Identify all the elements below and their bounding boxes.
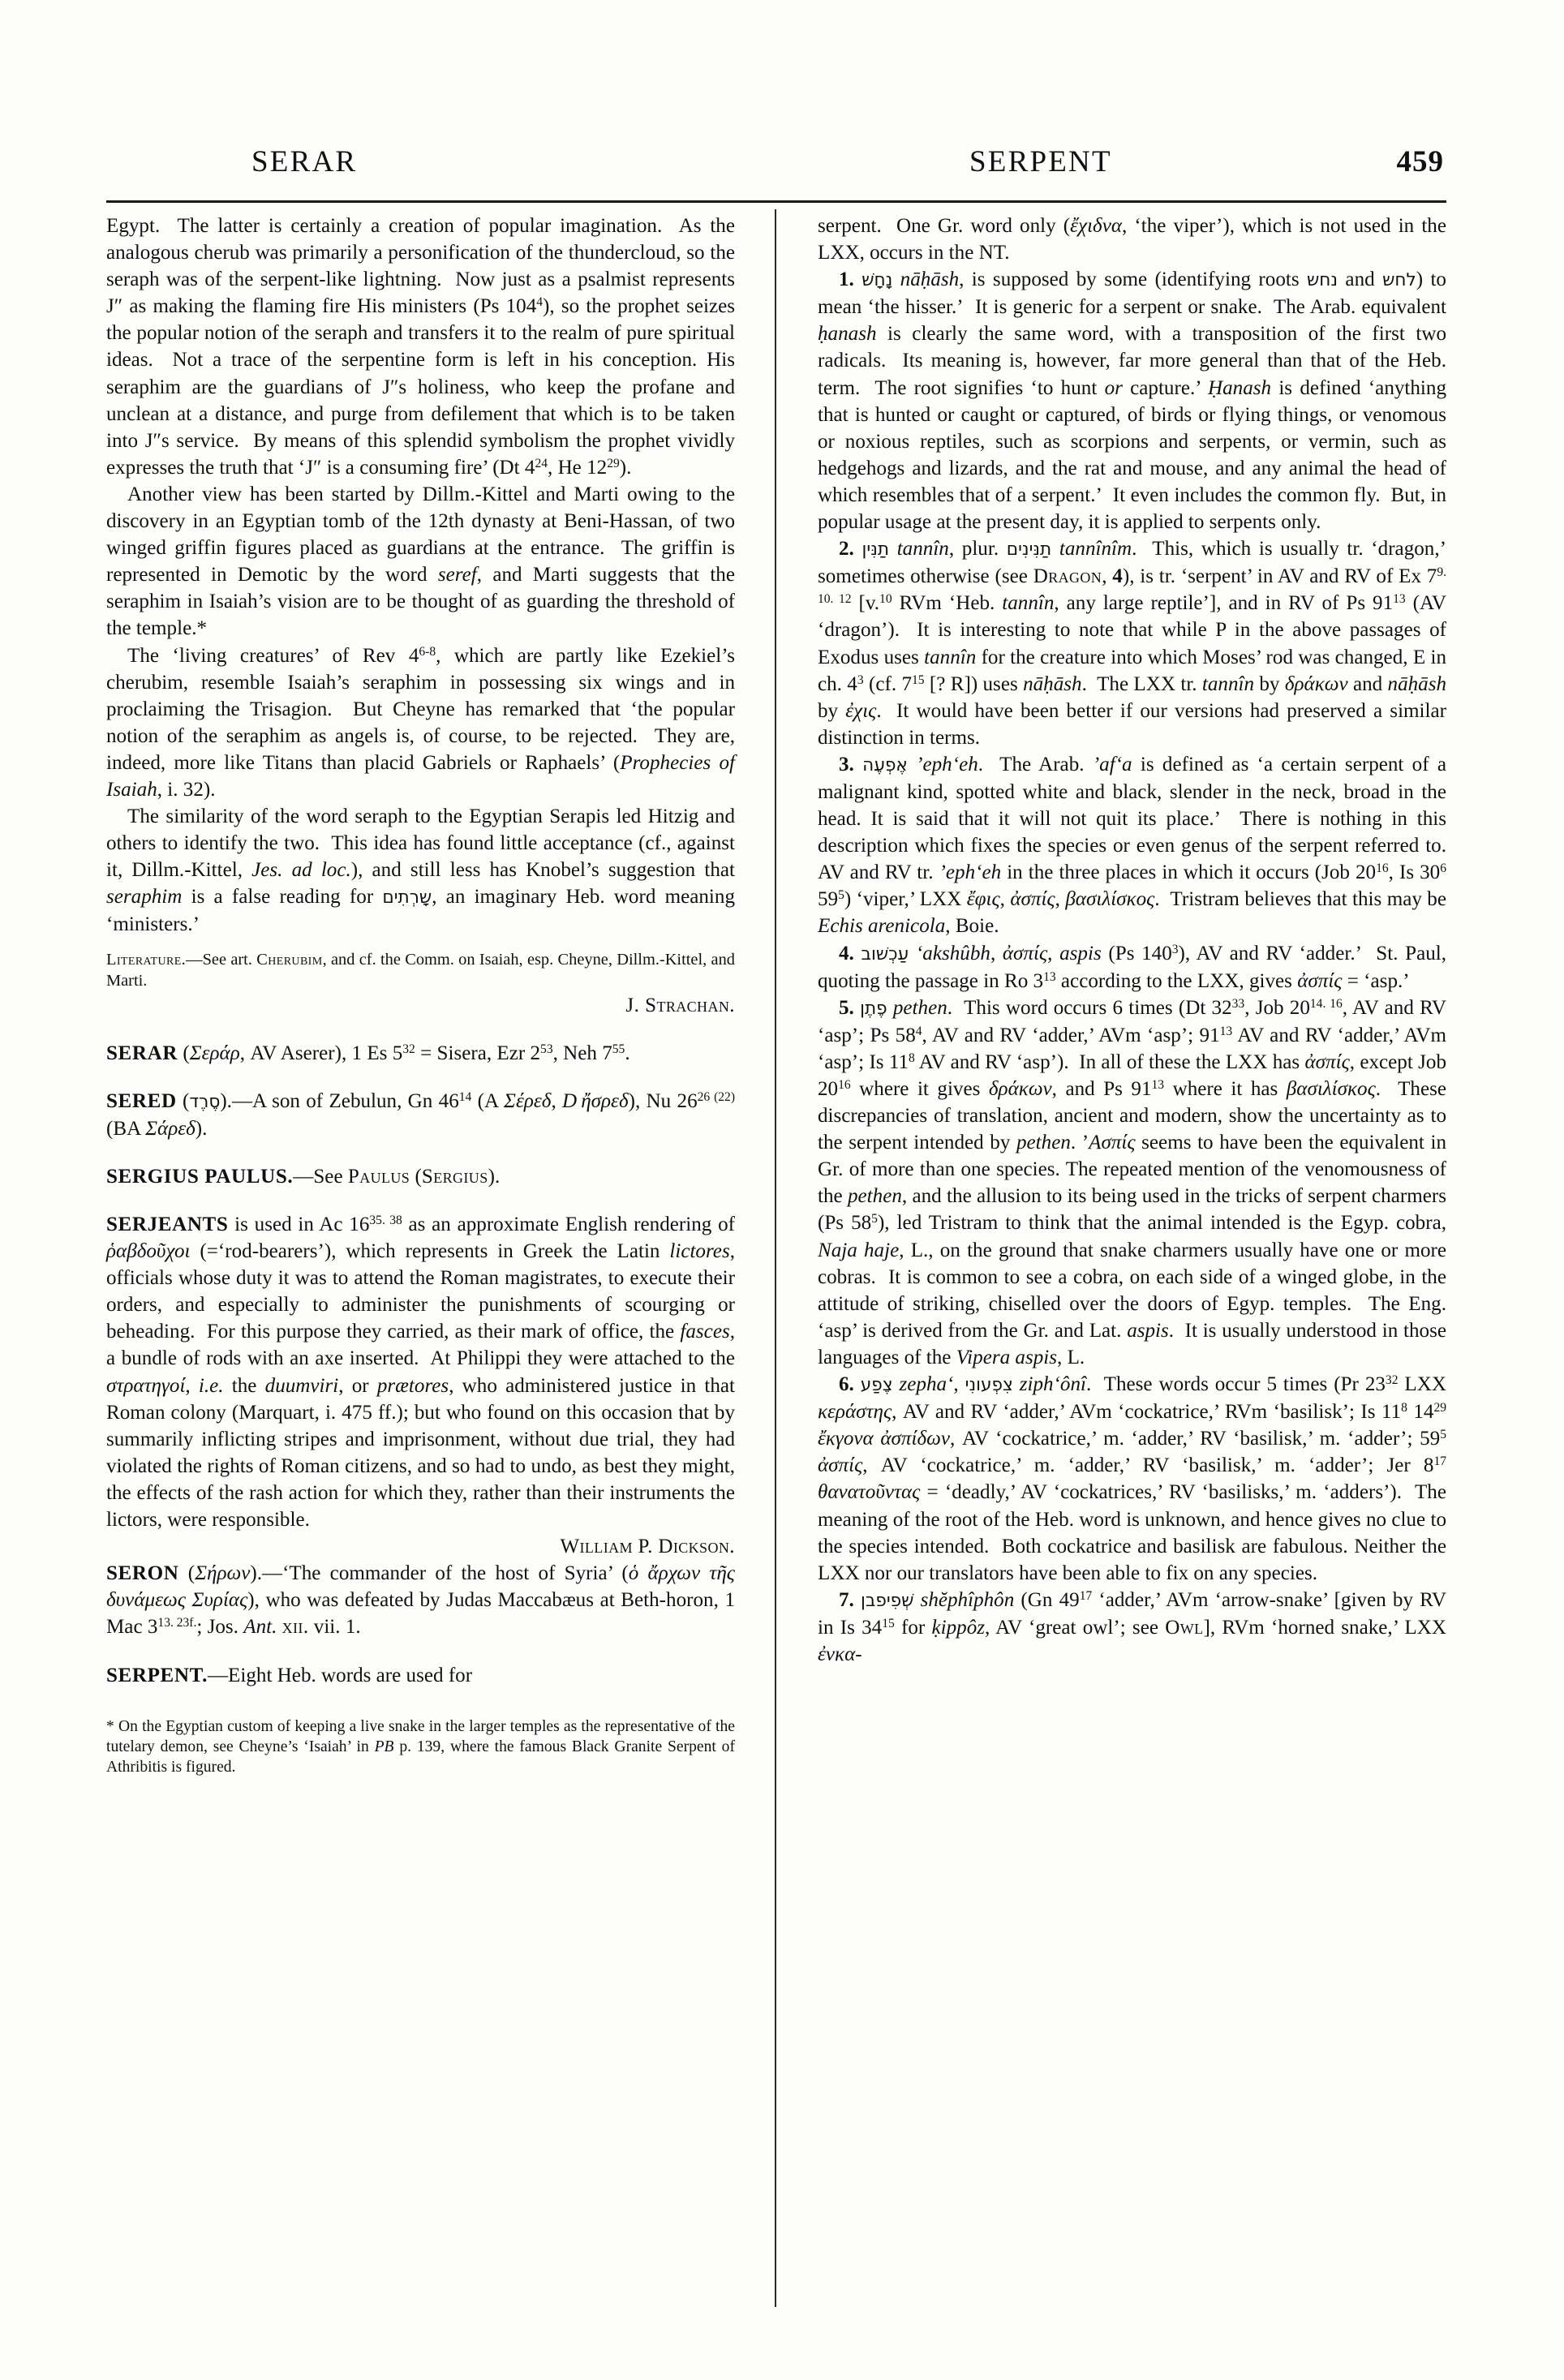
entry-serar-headword: SERAR <box>106 1042 178 1064</box>
entry-sered-headword: SERED <box>106 1089 177 1112</box>
serpent-item-2-text: תַנִּין tannîn, plur. תַנִּינִים tannînîm. This, which is usually tr. ‘dragon,’ sometimes otherwise (see Dragon, 4), is tr. ‘serpent’ in AV and RV of Ex $7^{9. 10. 12}$ [v.$^{10}$ RVm ‘Heb. tannîn, any large reptile’], and in RV of Ps $91^{13}$ (AV ‘dragon’). It is interesting to note that while P in the above passages of Exodus uses tannîn for the creature into which Moses’ rod was changed, E in ch. $4^3$ (cf. $7^{15}$ [? R]) uses nāḥāsh. The LXX tr. tannîn by δράκων and nāḥāsh by ἐχις. It would have been better if our versions had preserved a similar distinction in terms. <box>818 538 1447 749</box>
entry-serar <box>106 1040 735 1067</box>
serpent-item-7 <box>818 1587 1446 1668</box>
serpent-item-5 <box>818 995 1446 1371</box>
serpent-item-6-number: 6. <box>839 1373 854 1396</box>
left-column <box>106 213 735 2297</box>
serpent-item-5-text: פֶתֶן pethen. This word occurs 6 times (Dt $32^{33}$, Job $20^{14. 16}$, AV and RV ‘asp’; Ps $58^4$, AV and RV ‘adder,’ AVm ‘asp’; $91^{13}$ AV and RV ‘adder,’ AVm ‘asp’; Is $11^8$ AV and RV ‘asp’). In all of these the LXX has ἀσπίς, except Job $20^{16}$ where it gives δράκων, and Ps $91^{13}$ where it has βασιλίσκος. These discrepancies of translation, ancient and modern, show the uncertainty as to the serpent intended by pethen. ’Ασπίς seems to have been the equivalent in Gr. of more than one species. The repeated mention of the venomousness of the pethen, and the allusion to its being used in the tricks of serpent charmers (Ps $58^5$), led Tristram to think that the animal intended is the Egyp. cobra, Naja haje, L., on the ground that snake charmers usually have one or more cobras. It is common to see a cobra, on each side of a winged globe, in the attitude of striking, chiselled over the doors of Egyp. temples. The Eng. ‘asp’ is derived from the Gr. and Lat. aspis. It is usually understood in those languages of the Vipera aspis, L. <box>818 996 1447 1368</box>
running-head <box>114 144 1444 193</box>
entry-seron <box>106 1560 735 1640</box>
entry-sergius-paulus-body: —See Paulus (Sergius). <box>293 1165 501 1188</box>
serpent-item-4 <box>818 940 1446 995</box>
running-head-left: SERAR <box>251 145 358 178</box>
entry-sergius-paulus-headword: SERGIUS PAULUS. <box>106 1165 294 1188</box>
entry-serar-body: (Σεράρ, AV Aserer), 1 Es $5^{32}$ = Sisera, Ezr $2^{53}$, Neh $7^{55}$. <box>178 1042 630 1064</box>
serpent-item-5-number: 5. <box>839 996 854 1019</box>
article-signature-dickson: William P. Dickson. <box>560 1536 735 1558</box>
serpent-item-6-text: צֶפַע zepha‘, צִפְעונִי ziph‘ônî. These words occur 5 times (Pr $23^{32}$ LXX κεράστης, AV and RV ‘adder,’ AVm ‘cockatrice,’ RVm ‘basilisk’; Is $11^8$ $14^{29}$ ἔκγονα ἀσπίδων, AV ‘cockatrice,’ m. ‘adder,’ RV ‘basilisk,’ m. ‘adder’; $59^5$ ἀσπίς, AV ‘cockatrice,’ m. ‘adder,’ RV ‘basilisk,’ m. ‘adder’; Jer $8^{17}$ θανατοῦντας = ‘deadly,’ AV ‘cockatrices,’ RV ‘basilisks,’ m. ‘adders’). The meaning of the root of the Heb. word is unknown, and hence gives no clue to the species intended. Both cockatrice and basilisk are fabulous. Neither the LXX nor our translators have been able to fix on any species. <box>818 1373 1447 1584</box>
serpent-item-4-number: 4. <box>839 942 854 964</box>
serpent-item-7-text: שְׁפִיפבן shĕphîphôn (Gn $49^{17}$ ‘adder,’ AVm ‘arrow-snake’ [given by RV in Is $34^{15}$ for ḳippôz, AV ‘great owl’; see Owl], RVm ‘horned snake,’ LXX ἐνκα- <box>818 1588 1447 1665</box>
seraph-para-4: The similarity of the word seraph to the Egyptian Serapis led Hitzig and others to identify the two. This idea has found little acceptance (cf., against it, Dillm.-Kittel, Jes. ad loc.), and still less has Knobel’s suggestion that seraphim is a false reading for שָרְתִים, an imaginary Heb. word meaning ‘ministers.’ <box>106 806 735 936</box>
seraph-para-2: Another view has been started by Dillm.-Kittel and Marti owing to the discovery in an Egyptian tomb of the 12th dynasty at Beni-Hassan, of two winged griffin figures placed as guardians at the entrance. The griffin is represented in Demotic by the word seref, and Marti suggests that the seraphim in Isaiah’s vision are to be thought of as guarding the threshold of the temple.* <box>106 483 735 640</box>
serpent-item-3-number: 3. <box>839 753 854 775</box>
serpent-intro: serpent. One Gr. word only (ἔχιδνα, ‘the viper’), which is not used in the LXX, occurs in the NT. <box>818 215 1446 264</box>
seraph-para-3: The ‘living creatures’ of Rev 4$^{6-8}$, which are partly like Ezekiel’s cherubim, resemble Isaiah’s seraphim in possessing six wings and in proclaiming the Trisagion. But Cheyne has remarked that ‘the popular notion of the seraphim as angels is, of course, to be rejected. They are, indeed, more like Titans than placid Gabriels or Raphaels’ (Prophecies of Isaiah, i. 32). <box>106 644 735 801</box>
serpent-item-2-number: 2. <box>839 538 854 561</box>
serpent-item-7-number: 7. <box>839 1588 854 1611</box>
running-head-right: SERPENT <box>969 145 1112 178</box>
footnote-egyptian-snake: * On the Egyptian custom of keeping a live snake in the larger temples as the representative of the tutelary demon, see Cheyne’s ‘Isaiah’ in PB p. 139, where the famous Black Granite Serpent of Athribitis is figured. <box>106 1717 735 1776</box>
entry-serpent-body: —Eight Heb. words are used for <box>207 1664 473 1686</box>
entry-seron-headword: SERON <box>106 1562 179 1585</box>
serpent-item-6 <box>818 1371 1446 1587</box>
entry-seron-body: (Σήρων).—‘The commander of the host of Syria’ (ὁ ἄρχων τῆς δυνάμεως Συρίας), who was defeated by Judas Maccabæus at Beth-horon, 1 Mac $3^{13. 23f.}$; Jos. Ant. xii. vii. 1. <box>106 1562 735 1639</box>
serpent-item-1 <box>818 266 1446 535</box>
entry-serpent <box>106 1662 735 1689</box>
entry-sergius-paulus <box>106 1163 735 1190</box>
serpent-item-1-number: 1. <box>839 269 854 291</box>
body-columns <box>106 213 1446 2297</box>
serpent-item-2 <box>818 535 1446 751</box>
header-rule <box>106 200 1446 203</box>
serpent-item-3-text: אֶפְעֶה ’eph‘eh. The Arab. ’af‘a is defined as ‘a certain serpent of a malignant kind, spotted white and black, slender in the neck, broad in the head. It is said that it will not quit its place.’ There is nothing in this description which fixes the species or even genus of the serpent referred to. AV and RV tr. ’eph‘eh in the three places in which it occurs (Job $20^{16}$, Is $30^6$ $59^5$) ‘viper,’ LXX ἔφις, ἀσπίς, βασιλίσκος. Tristram believes that this may be Echis arenicola, Boie. <box>818 753 1447 938</box>
page-number: 459 <box>1396 145 1444 178</box>
serpent-item-4-text: עַכְשׁוב ‘akshûbh, ἀσπίς, aspis (Ps $140^3$), AV and RV ‘adder.’ St. Paul, quoting the passage in Ro $3^{13}$ according to the LXX, gives ἀσπίς = ‘asp.’ <box>818 942 1447 992</box>
entry-serpent-headword: SERPENT. <box>106 1664 208 1686</box>
literature-note: Literature.—See art. Cherubim, and cf. the Comm. on Isaiah, esp. Cheyne, Dillm.-Kittel, and Marti. <box>106 950 735 990</box>
entry-sered-body: (סֶרֶד).—A son of Zebulun, Gn $46^{14}$ (A Σέρεδ, D ἤσρεδ), Nu $26^{26 (22)}$ (BA Σάρεδ). <box>106 1089 735 1140</box>
serpent-item-1-text: נָחָשׁ nāḥāsh, is supposed by some (identifying roots נחש and לחש) to mean ‘the hisser.’ It is generic for a serpent or snake. The Arab. equivalent ḥanash is clearly the same word, with a transposition of the first two radicals. Its meaning is, however, far more general than that of the Heb. term. The root signifies ‘to hunt or capture.’ Ḥanash is defined ‘anything that is hunted or caught or captured, of birds or flying things, or venomous or noxious reptiles, such as scorpions and serpents, or vermin, such as hedgehogs and lizards, and the rat and mouse, and any animal the head of which resembles that of a serpent.’ It even includes the common fly. But, in popular usage at the present day, it is applied to serpents only. <box>818 269 1446 534</box>
entry-serjeants-body: is used in Ac $16^{35. 38}$ as an approximate English rendering of ῥαβδοῦχοι (=‘rod-bearers’), which represents in Greek the Latin lictores, officials whose duty it was to attend the Roman magistrates, to execute their orders, and especially to administer the punishments of scourging or beheading. For this purpose they carried, as their mark of office, the fasces, a bundle of rods with an axe inserted. At Philippi they were attached to the στρατηγοί, i.e. the duumviri, or prætores, who administered justice in that Roman colony (Marquart, i. 475 ff.); but who found on this occasion that by summarily inflicting stripes and imprisonment, without due trial, they had violated the rights of Roman citizens, and so had to undo, as best they might, the effects of the rash action for which they, rather than their instruments the lictors, were responsible. <box>106 1213 735 1532</box>
entry-serjeants <box>106 1211 735 1533</box>
article-signature-strachan: J. Strachan. <box>625 994 735 1016</box>
right-column <box>818 213 1446 2297</box>
seraph-para-1: Egypt. The latter is certainly a creation of popular imagination. As the analogous cherub was primarily a personification of the thundercloud, so the seraph was of the serpent-like lightning. Now just as a psalmist represents J″ as making the flaming fire His ministers (Ps $104^4$), so the prophet seizes the popular notion of the seraph and transfers it to the realm of pure spiritual ideas. Not a trace of the serpentine form is left in his conception. His seraphim are the guardians of J″s holiness, who keep the profane and unclean at a distance, and purge from defilement that which is to be taken into J″s service. By means of this splendid symbolism the prophet vividly expresses the truth that ‘J″ is a consuming fire’ (Dt $4^{24}$, He $12^{29}$). <box>106 215 735 479</box>
entry-sered <box>106 1088 735 1142</box>
serpent-item-3 <box>818 751 1446 940</box>
entry-serjeants-headword: SERJEANTS <box>106 1214 229 1235</box>
